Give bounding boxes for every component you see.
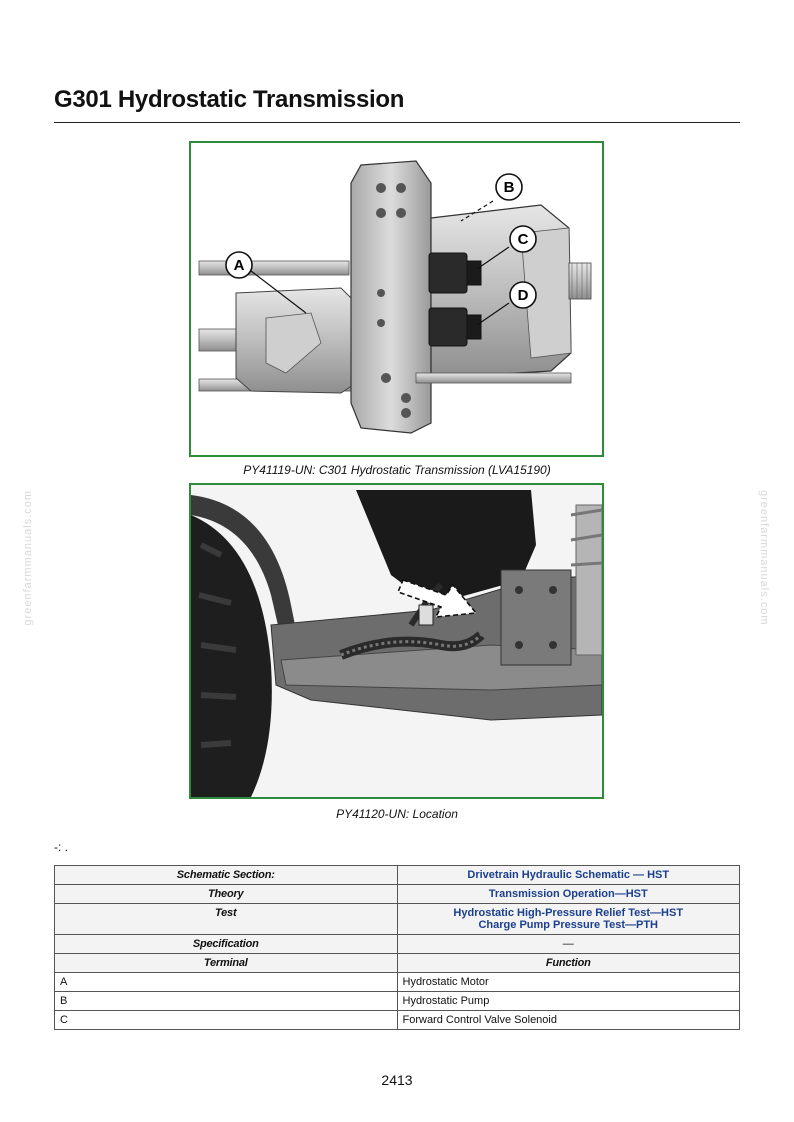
table-header-row: [55, 954, 740, 973]
watermark-right: greenfarmmanuals.com: [758, 490, 770, 626]
test-links: [397, 904, 740, 935]
table-row: [55, 935, 740, 954]
function-header: Function: [397, 954, 740, 973]
function-cell: Forward Control Valve Solenoid: [397, 1011, 740, 1030]
function-cell: Hydrostatic Pump: [397, 992, 740, 1011]
callout-a-label: A: [233, 257, 245, 274]
title-divider: [54, 122, 740, 123]
page-title: G301 Hydrostatic Transmission: [54, 86, 405, 113]
page-number: 2413: [381, 1072, 413, 1088]
location-drawing: [191, 485, 602, 797]
table-row: [55, 866, 740, 885]
transmission-illustration: [189, 141, 604, 457]
table-row: [55, 885, 740, 904]
callout-b: [496, 174, 522, 200]
callout-c: [510, 226, 536, 252]
schematic-link[interactable]: Drivetrain Hydraulic Schematic — HST: [397, 866, 740, 885]
terminal-cell: B: [55, 992, 398, 1011]
specification-value: —: [397, 935, 740, 954]
figure1-caption: PY41119-UN: C301 Hydrostatic Transmission (LVA15190): [243, 463, 551, 477]
watermark-left: greenfarmmanuals.com: [22, 490, 34, 626]
function-cell: Hydrostatic Motor: [397, 973, 740, 992]
table-row: [55, 1011, 740, 1030]
terminal-header: Terminal: [55, 954, 398, 973]
transmission-drawing: [191, 143, 602, 455]
row-label: Specification: [55, 935, 398, 954]
theory-link[interactable]: Transmission Operation—HST: [397, 885, 740, 904]
terminal-cell: A: [55, 973, 398, 992]
table-row: [55, 904, 740, 935]
row-label: Theory: [55, 885, 398, 904]
callout-c-label: C: [517, 231, 529, 248]
callout-d-label: D: [517, 287, 529, 304]
section-marker: -: .: [54, 840, 68, 854]
row-label: Test: [55, 904, 398, 935]
table-row: [55, 992, 740, 1011]
terminal-cell: C: [55, 1011, 398, 1030]
relief-test-link[interactable]: Hydrostatic High-Pressure Relief Test—HST: [453, 907, 684, 919]
component-info-table: [54, 865, 740, 1030]
location-illustration: [189, 483, 604, 799]
table-row: [55, 973, 740, 992]
row-label: Schematic Section:: [55, 866, 398, 885]
callout-d: [510, 282, 536, 308]
figure2-caption: PY41120-UN: Location: [336, 807, 458, 821]
callout-a: [226, 252, 252, 278]
callout-b-label: B: [503, 179, 515, 196]
charge-pump-test-link[interactable]: Charge Pump Pressure Test—PTH: [478, 919, 658, 931]
